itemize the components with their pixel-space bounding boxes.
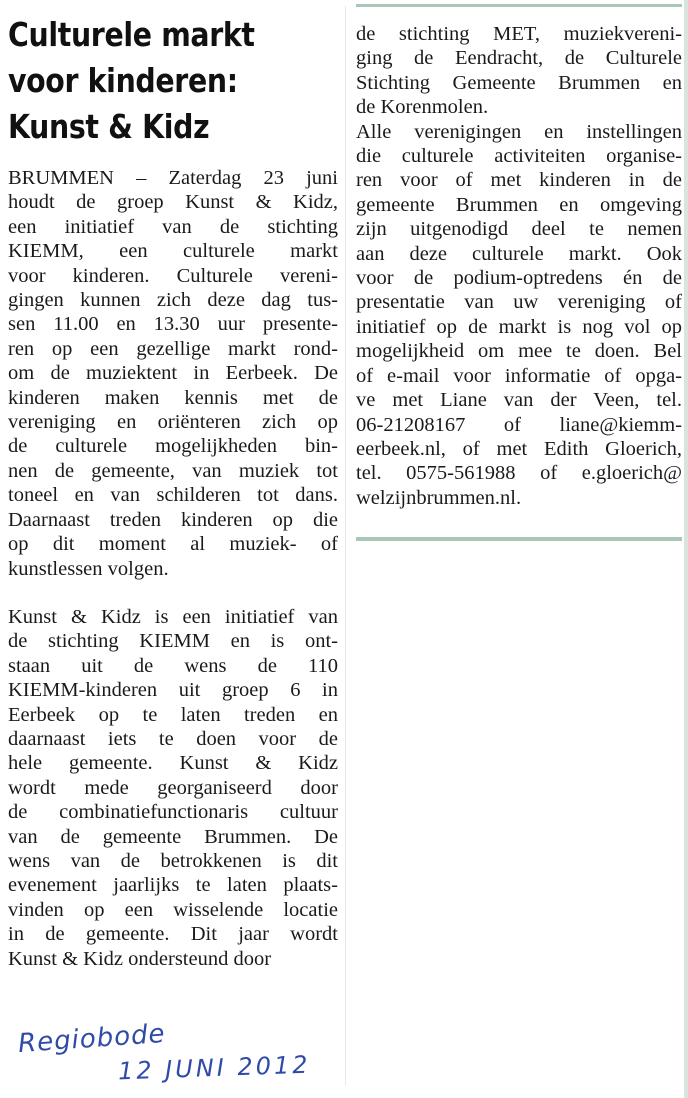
text-line: daarnaast iets te doen voor de: [8, 727, 338, 750]
right-paragraph-2: [356, 120, 682, 511]
text-line: gemeente Brummen en omgeving: [356, 193, 682, 216]
text-line: van de gemeente Brummen. De: [8, 825, 338, 848]
text-line: Daarnaast treden kinderen op die: [8, 508, 338, 531]
paragraph-gap: [8, 581, 338, 605]
headline-line: voor kinderen:: [8, 61, 238, 100]
text-line: initiatief op de markt is nog vol op: [356, 315, 682, 338]
text-line: houdt de groep Kunst & Kidz,: [8, 191, 338, 214]
adjacent-article-edge: [684, 0, 688, 1098]
text-line: kunstlessen volgen.: [8, 557, 169, 580]
text-line: staan uit de wens de 110: [8, 654, 338, 677]
text-line: presentatie van uw vereniging of: [356, 291, 682, 314]
column-divider: [345, 6, 346, 1086]
text-line: ren voor of met kinderen in de: [356, 169, 682, 192]
text-line: hele gemeente. Kunst & Kidz: [8, 752, 338, 775]
text-line: Alle verenigingen en instellingen: [356, 120, 682, 143]
headline-line: Culturele markt: [8, 15, 255, 54]
text-line: ve met Liane van der Veen, tel.: [356, 389, 682, 412]
text-line: KIEMM-kinderen uit groep 6 in: [8, 679, 338, 702]
right-column: [356, 22, 682, 510]
top-rule: [356, 4, 682, 7]
text-line: op dit moment al muziek- of: [8, 533, 338, 556]
text-line: om de muziektent in Eerbeek. De: [8, 362, 338, 385]
headline-line: Kunst & Kidz: [8, 107, 210, 146]
bottom-rule: [356, 537, 682, 541]
text-line: gingen kunnen zich deze dag tus-: [8, 289, 338, 312]
text-line: ging de Eendracht, de Culturele: [356, 47, 682, 70]
text-line: de Korenmolen.: [356, 96, 489, 119]
text-line: mogelijkheid om mee te doen. Bel: [356, 340, 682, 363]
text-line: in de gemeente. Dit jaar wordt: [8, 923, 338, 946]
left-paragraph-2: [8, 605, 338, 971]
text-line: Kunst & Kidz is een initiatief van: [8, 605, 338, 628]
handwritten-source-note: Regiobode: [17, 1018, 167, 1060]
text-line: BRUMMEN – Zaterdag 23 juni: [8, 167, 338, 189]
text-line: eerbeek.nl, of met Edith Gloerich,: [356, 437, 682, 460]
text-line: de culturele mogelijkheden bin-: [8, 435, 338, 458]
text-line: sen 11.00 en 13.30 uur presente-: [8, 313, 338, 336]
text-line: KIEMM, een culturele markt: [8, 240, 338, 263]
text-line: een initiatief van de stichting: [8, 215, 338, 238]
text-line: de stichting KIEMM en is ont-: [8, 630, 338, 653]
text-line: ren op een gezellige markt rond-: [8, 337, 338, 360]
text-line: vinden op een wisselende locatie: [8, 898, 338, 921]
text-line: wens van de betrokkenen is dit: [8, 849, 338, 872]
text-line: 06-21208167 of liane@kiemm-: [356, 413, 682, 436]
text-line: die culturele activiteiten organise-: [356, 145, 682, 168]
left-column: [8, 12, 338, 971]
text-line: tel. 0575-561988 of e.gloerich@: [356, 462, 682, 485]
text-line: toneel en van schilderen tot dans.: [8, 484, 338, 507]
text-line: wordt mede georganiseerd door: [8, 776, 338, 799]
text-line: of e-mail voor informatie of opga-: [356, 364, 682, 387]
text-line: voor de podium-optredens én de: [356, 267, 682, 290]
text-line: Stichting Gemeente Brummen en: [356, 71, 682, 94]
left-paragraph-1: [8, 166, 338, 581]
text-line: Kunst & Kidz ondersteund door: [8, 947, 272, 970]
text-line: zijn uitgenodigd deel te nemen: [356, 218, 682, 241]
text-line: aan deze culturele markt. Ook: [356, 242, 682, 265]
text-line: voor kinderen. Culturele vereni-: [8, 264, 338, 287]
handwritten-date-note: 12 JUNI 2012: [117, 1050, 311, 1086]
text-line: evenement jaarlijks te laten plaats-: [8, 874, 338, 897]
text-line: vereniging en oriënteren zich op: [8, 411, 338, 434]
text-line: welzijnbrummen.nl.: [356, 486, 522, 509]
right-paragraph-1: [356, 22, 682, 120]
text-line: de combinatiefunctionaris cultuur: [8, 801, 338, 824]
article-headline: [8, 12, 335, 150]
text-line: de stichting MET, muziekvereni-: [356, 23, 682, 45]
text-line: kinderen maken kennis met de: [8, 386, 338, 409]
text-line: nen de gemeente, van muziek tot: [8, 459, 338, 482]
text-line: Eerbeek op te laten treden en: [8, 703, 338, 726]
